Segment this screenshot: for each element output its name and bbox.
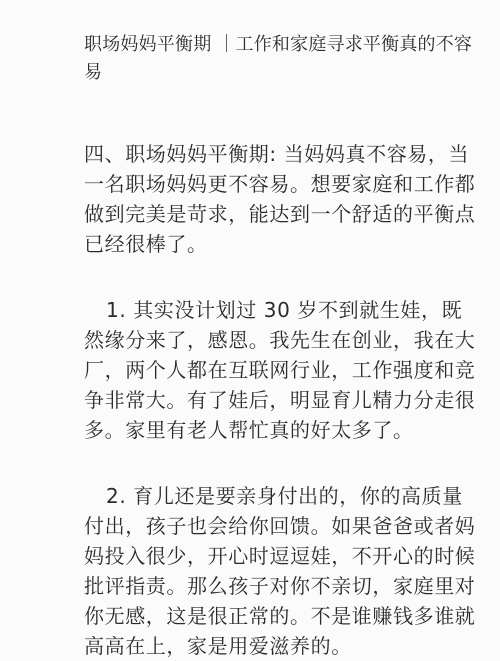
intro-paragraph: 四、职场妈妈平衡期: 当妈妈真不容易，当一名职场妈妈更不容易。想要家庭和工作都做到完美是苛求，能达到一个舒适的平衡点已经很棒了。 [84, 142, 476, 256]
paragraph-item-1: 1. 其实没计划过 30 岁不到就生娃，既然缘分来了，感恩。我先生在创业，我在大厂，两个人都在互联网行业，工作强度和竞争非常大。有了娃后，明显育儿精力分走很多。家里有老人帮忙真的好太多了。 [84, 298, 476, 442]
paragraph-item-2: 2. 育儿还是要亲身付出的，你的高质量付出，孩子也会给你回馈。如果爸爸或者妈妈投入很少，开心时逗逗娃，不开心的时候批评指责。那么孩子对你不亲切，家庭里对你无感，这是很正常的。不是谁赚钱多谁就高高在上，家是用爱滋养的。 [84, 484, 476, 658]
document-title: 职场妈妈平衡期 ｜工作和家庭寻求平衡真的不容易 [84, 34, 473, 83]
